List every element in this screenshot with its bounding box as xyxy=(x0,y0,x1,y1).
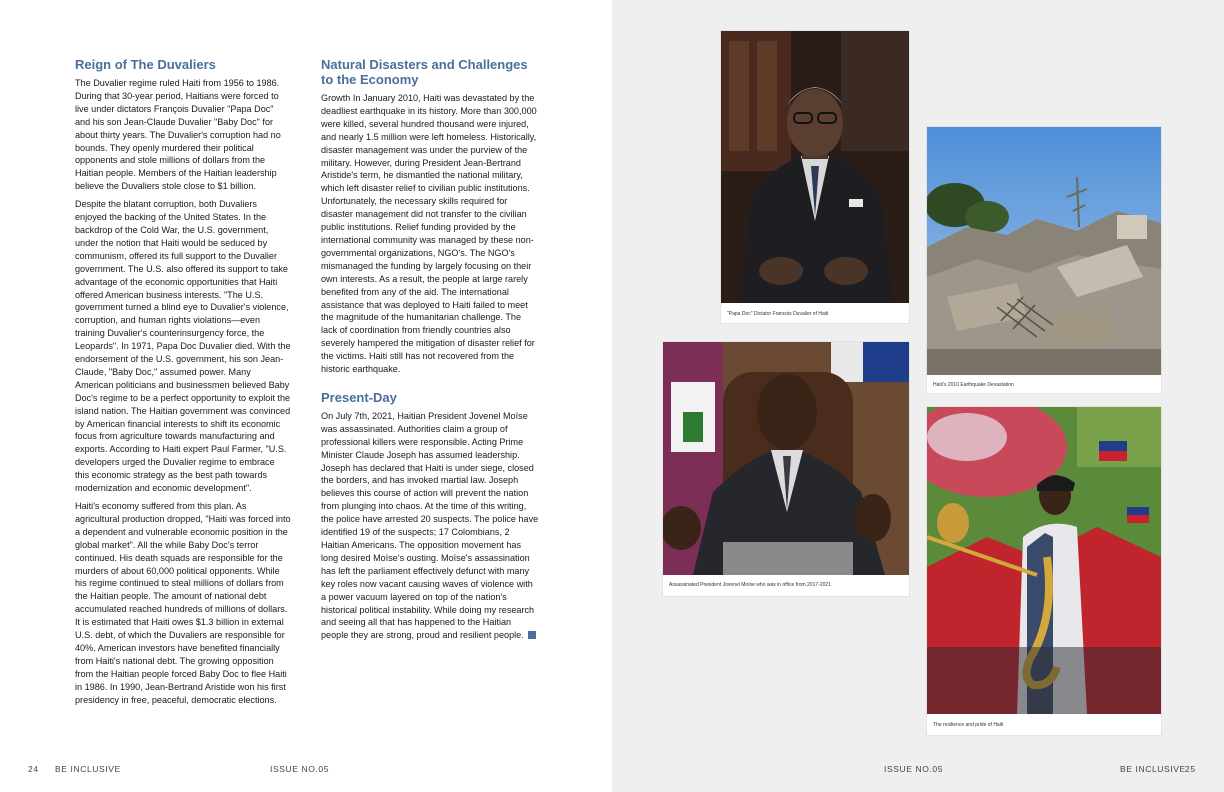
paragraph: Despite the blatant corruption, both Duvaliers enjoyed the backing of the United States. In the backdrop of the Cold War, the U.S. government, under the notion that Haiti would be seduced by communism, offered its full support to the Duvalier government. The U.S. also offered its support to take advantage of the economic opportunities that Haiti offered American business interests. "The U.S. government turned a blind eye to Duvalier's violence, corruption, and human rights violations—even training Duvalier's counterinsurgency force, the Leopards". In 1971, Papa Doc Duvalier died. With the endorsement of the U.S. government, his son Jean-Claude, "Baby Doc," assumed power. Many American politicians and businessmen believed Baby Doc's regime to be a perfect opportunity to exploit the island nation. The Haitian government was convinced by American financial interests to shift its economic focus from agriculture towards manufacturing and exports. According to Haiti expert Paul Farmer, "U.S. developers urged the Duvalier regime to embrace this economic strategy as the best path towards modernization and economic development". xyxy=(75,199,291,494)
paragraph: The Duvalier regime ruled Haiti from 1956 to 1986. During that 30-year period, Haitians were forced to live under dictators François Duvalier "Papa Doc" and his son Jean-Claude Duvalier "Baby Doc" for about thirty years. The Duvalier's corruption had no bounds. They openly murdered their political opponents and stole millions of dollars from the Haitian people. Members of the Haitian leadership believe the Duvaliers stole close to $1 billion. xyxy=(75,78,281,192)
caption-moise: Assassinated President Jovenel Moïse who was in office from 2017-2021 xyxy=(669,582,831,588)
caption-resilience: The resilience and pride of Haiti xyxy=(933,722,1004,728)
earthquake-rubble-image xyxy=(927,127,1161,375)
paragraph: Growth In January 2010, Haiti was devastated by the deadliest earthquake in its history. More than 300,000 were killed, several hundred thousand were injured, and nearly 1.5 million were left homeless. Historically, disaster management was under the purview of the military. However, during President Jean-Bertrand Aristide's term, he dismantled the national military, which left disaster relief to civilian public institutions. Unfortunately, the necessary skills required for disaster management did not transfer to the civilian public institutions. Relief funding provided by the international community was managed by these non-governmental organizations, NGO's. The NGO's mismanaged the funding by largely focusing on their own interests. As a result, the people at large rarely benefited from any of the aid. The international assistance that was deployed to Haiti failed to meet the magnitude of the humanitarian challenge. The lack of coordination from friendly countries also severely hampered the mitigation of disaster relief for the victims. Haiti still has not recovered from the historic earthquake. xyxy=(321,93,537,375)
footer-magazine-left: BE INCLUSIVE xyxy=(55,764,121,774)
footer-issue-left: ISSUE NO.05 xyxy=(270,764,330,774)
saxophone-celebration-image xyxy=(927,407,1161,714)
article-column-2 xyxy=(321,57,539,647)
end-of-article-icon xyxy=(528,631,536,639)
footer-issue-right: ISSUE NO.05 xyxy=(884,764,944,774)
portrait-moise-image xyxy=(663,342,909,575)
paragraph-final: On July 7th, 2021, Haitian President Jovenel Moïse was assassinated. Authorities claim a group of professional killers were responsible. Acting Prime Minister Claude Joseph has assumed leadership. Joseph has declared that Haiti is under siege, closed the borders, and has invoked martial law. Joseph believes this course of action will prevent the nation from plunging into chaos. At the time of this writing, the police have arrested 20 suspects. The police have identified 19 of the suspects; 17 Colombians, 2 Haitian Americans. The opposition movement has long desired Moïse's ousting. Moïse's assassination has left the parliament effectively defunct with many key roles now vacant causing waves of violence with a power vacuum layered on top of the nation's historical political instability. While doing my research and seeing all that has happened to the Haitian people they are strong, proud and resilient people. xyxy=(321,410,539,641)
caption-papa-doc: "Papa Doc" Dictator Francois Duvalier of Haiti xyxy=(727,311,829,317)
photo-card-resilience xyxy=(927,407,1161,735)
paragraph: Haiti's economy suffered from this plan. As agricultural production dropped, "Haiti was forced into a dependent and vulnerable economic position in the global market". All the while Baby Doc's terror continued. His death squads are responsible for the murders of about 60,000 political opponents. While his regime continued to steal millions of dollars from the Haitian people. The amount of national debt accumulated reached hundreds of millions of dollars. It is estimated that Haiti owes $1.3 billion in external U.S. debt, of which the Duvaliers are responsible for 40%. American investors have benefited financially from Haiti's national debt. The growing opposition from the Haitian people forced Baby Doc to flee Haiti in 1986. In 1990, Jean-Bertrand Aristide won his first presidency in free, peaceful, democratic elections. xyxy=(75,501,291,705)
photo-card-earthquake xyxy=(927,127,1161,393)
photo-card-moise xyxy=(663,342,909,596)
heading-present-day: Present-Day xyxy=(321,389,397,405)
photo-card-papa-doc xyxy=(721,31,909,323)
footer-magazine-right: BE INCLUSIVE xyxy=(1120,764,1186,774)
footer-page-number-right: 25 xyxy=(1185,764,1196,774)
caption-earthquake: Haiti's 2010 Earthquake Devastation xyxy=(933,382,1014,388)
heading-natural-disasters: Natural Disasters and Challenges to the Economy xyxy=(321,57,528,87)
footer-page-number-left: 24 xyxy=(28,764,39,774)
portrait-papa-doc-image xyxy=(721,31,909,303)
article-column-1 xyxy=(75,57,291,712)
heading-duvaliers: Reign of The Duvaliers xyxy=(75,57,216,72)
right-page xyxy=(612,0,1224,792)
